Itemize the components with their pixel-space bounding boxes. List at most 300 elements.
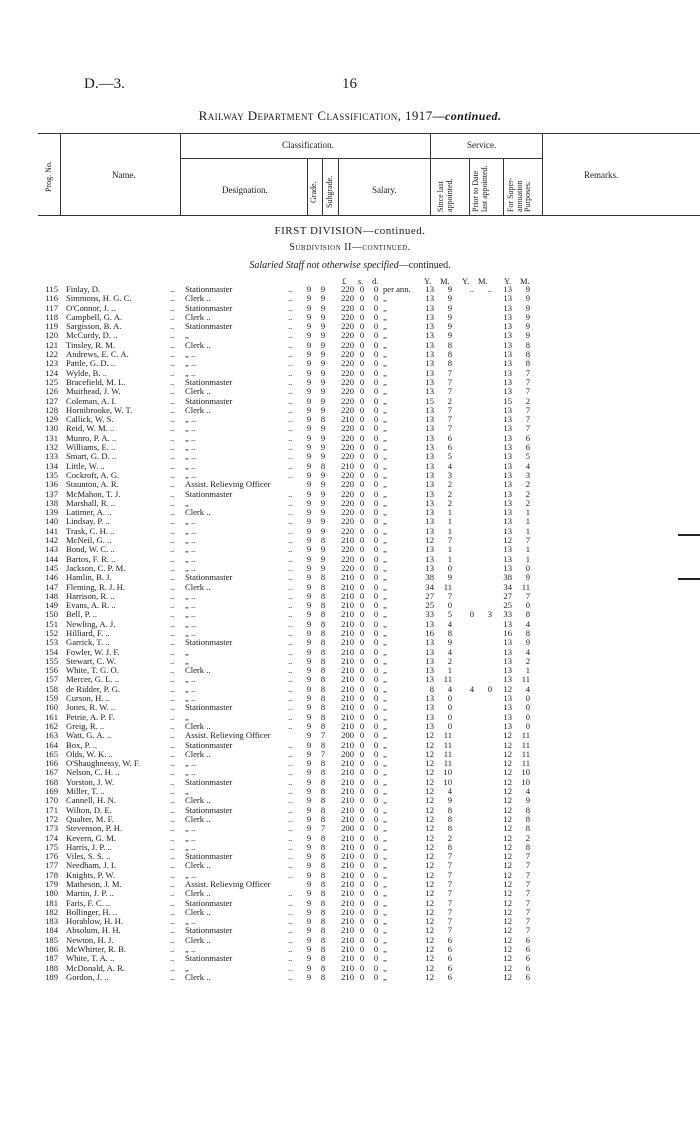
since-last-years: 13 bbox=[425, 414, 434, 425]
prior-years: 0 bbox=[469, 609, 474, 620]
since-last-years: 13 bbox=[425, 562, 434, 573]
salary-shillings: 0 bbox=[359, 544, 365, 555]
grade: 9 bbox=[306, 321, 312, 332]
staff-name: Bond, W. C. .. bbox=[66, 544, 115, 555]
salary-shillings: 0 bbox=[359, 897, 365, 908]
designation: Stationmaster bbox=[185, 925, 233, 936]
superannuation-months: 2 bbox=[525, 488, 530, 499]
superannuation-years: 13 bbox=[503, 302, 512, 313]
salary-pence: 0 bbox=[373, 944, 379, 955]
since-last-months: 8 bbox=[447, 841, 452, 852]
salary-period: „ bbox=[383, 609, 387, 620]
subgrade: 9 bbox=[320, 339, 326, 350]
salary-shillings: 0 bbox=[359, 786, 365, 797]
salary-shillings: 0 bbox=[359, 934, 365, 945]
prog-no: 188 bbox=[45, 962, 58, 973]
subgrade: 9 bbox=[320, 544, 326, 555]
margin-mark bbox=[678, 534, 700, 536]
superannuation-months: 8 bbox=[525, 349, 530, 360]
salary-shillings: 0 bbox=[359, 367, 365, 378]
superannuation-years: 13 bbox=[503, 711, 512, 722]
designation: Assist. Relieving Officer bbox=[185, 479, 271, 490]
superannuation-years: 12 bbox=[503, 925, 512, 936]
subgrade: 9 bbox=[320, 497, 326, 508]
salary-period: „ bbox=[383, 414, 387, 425]
superannuation-years: 13 bbox=[503, 553, 512, 564]
subgrade: 8 bbox=[320, 888, 326, 899]
leader-dots: .. bbox=[288, 293, 293, 304]
superannuation-months: 2 bbox=[525, 395, 530, 406]
staff-name: de Ridder, P. G. bbox=[66, 683, 121, 694]
superannuation-years: 12 bbox=[503, 832, 512, 843]
designation: „ .. bbox=[185, 683, 196, 694]
designation: „ .. bbox=[185, 674, 196, 685]
since-last-months: 8 bbox=[447, 358, 452, 369]
superannuation-years: 12 bbox=[503, 683, 512, 694]
since-last-years: 12 bbox=[425, 823, 434, 834]
since-last-years: 12 bbox=[425, 767, 434, 778]
superannuation-years: 12 bbox=[503, 962, 512, 973]
salary-period: „ bbox=[383, 711, 387, 722]
designation: „ .. bbox=[185, 432, 196, 443]
salary-pence: 0 bbox=[373, 962, 379, 973]
salary-pence: 0 bbox=[373, 795, 379, 806]
prog-no: 125 bbox=[45, 376, 58, 387]
superannuation-months: 11 bbox=[521, 674, 530, 685]
subgrade: 8 bbox=[320, 869, 326, 880]
superannuation-months: 10 bbox=[521, 767, 530, 778]
superannuation-months: 1 bbox=[525, 544, 530, 555]
salary-pounds: 210 bbox=[341, 414, 354, 425]
subgrade: 8 bbox=[320, 953, 326, 964]
designation: „ bbox=[185, 786, 189, 797]
salary-pounds: 210 bbox=[341, 572, 354, 583]
superannuation-years: 12 bbox=[503, 851, 512, 862]
leader-dots: .. bbox=[170, 953, 175, 964]
running-title-suffix: —continued. bbox=[432, 109, 502, 123]
designation: „ .. bbox=[185, 869, 196, 880]
salary-pounds: 210 bbox=[341, 953, 354, 964]
designation: „ bbox=[185, 711, 189, 722]
since-last-years: 13 bbox=[425, 497, 434, 508]
since-last-months: 7 bbox=[447, 535, 452, 546]
subgrade: 8 bbox=[320, 581, 326, 592]
grade: 9 bbox=[306, 302, 312, 313]
leader-dots: .. bbox=[170, 349, 175, 360]
staff-name: Garrick, T. .. bbox=[66, 637, 110, 648]
grade: 9 bbox=[306, 655, 312, 666]
superannuation-years: 13 bbox=[503, 293, 512, 304]
since-last-years: 13 bbox=[425, 525, 434, 536]
salary-pence: 0 bbox=[373, 553, 379, 564]
leader-dots: .. bbox=[288, 535, 293, 546]
salary-period: „ bbox=[383, 349, 387, 360]
salary-shillings: 0 bbox=[359, 442, 365, 453]
salary-period: „ bbox=[383, 851, 387, 862]
header-subgrade: Subgrade. bbox=[325, 175, 334, 208]
subgrade: 8 bbox=[320, 776, 326, 787]
staff-name: Evans, A. R. .. bbox=[66, 600, 116, 611]
salary-pence: 0 bbox=[373, 386, 379, 397]
since-last-months: 1 bbox=[447, 507, 452, 518]
leader-dots: .. bbox=[288, 916, 293, 927]
salary-period: „ bbox=[383, 860, 387, 871]
leader-dots: .. bbox=[288, 358, 293, 369]
subgrade: 8 bbox=[320, 711, 326, 722]
since-last-months: 9 bbox=[447, 302, 452, 313]
salary-pounds: 210 bbox=[341, 776, 354, 787]
since-last-months: 5 bbox=[447, 451, 452, 462]
grade: 9 bbox=[306, 869, 312, 880]
staff-name: Horablow, H. H. bbox=[66, 916, 123, 927]
prog-no: 143 bbox=[45, 544, 58, 555]
unit-pence: d. bbox=[372, 276, 379, 286]
prog-no: 127 bbox=[45, 395, 58, 406]
salary-shillings: 0 bbox=[359, 720, 365, 731]
grade: 9 bbox=[306, 609, 312, 620]
salary-pence: 0 bbox=[373, 562, 379, 573]
subgrade: 8 bbox=[320, 414, 326, 425]
subgrade: 9 bbox=[320, 562, 326, 573]
leader-dots: .. bbox=[170, 469, 175, 480]
salary-pence: 0 bbox=[373, 600, 379, 611]
salary-period: „ bbox=[383, 906, 387, 917]
since-last-months: 7 bbox=[447, 879, 452, 889]
prior-months: .. bbox=[487, 284, 492, 294]
superannuation-years: 16 bbox=[503, 627, 512, 638]
staff-name: White, T. A. .. bbox=[66, 953, 115, 964]
header-salary: Salary. bbox=[372, 185, 397, 195]
since-last-years: 8 bbox=[429, 683, 434, 694]
salary-pounds: 210 bbox=[341, 758, 354, 769]
superannuation-years: 13 bbox=[503, 339, 512, 350]
since-last-years: 12 bbox=[425, 739, 434, 750]
salary-period: „ bbox=[383, 488, 387, 499]
subgrade: 8 bbox=[320, 674, 326, 685]
grade: 9 bbox=[306, 284, 312, 294]
designation: Clerk .. bbox=[185, 748, 211, 759]
leader-dots: .. bbox=[170, 311, 175, 322]
leader-dots: .. bbox=[288, 460, 293, 471]
prog-no: 158 bbox=[45, 683, 58, 694]
salary-shillings: 0 bbox=[359, 479, 365, 490]
subgrade: 9 bbox=[320, 525, 326, 536]
since-last-years: 12 bbox=[425, 851, 434, 862]
leader-dots: .. bbox=[288, 488, 293, 499]
superannuation-years: 13 bbox=[503, 442, 512, 453]
grade: 9 bbox=[306, 944, 312, 955]
superannuation-years: 13 bbox=[503, 655, 512, 666]
staff-note bbox=[0, 260, 700, 271]
since-last-months: 6 bbox=[447, 934, 452, 945]
salary-pence: 0 bbox=[373, 311, 379, 322]
grade: 9 bbox=[306, 841, 312, 852]
designation: „ .. bbox=[185, 451, 196, 462]
unit-pound: £ bbox=[342, 276, 347, 286]
prog-no: 177 bbox=[45, 860, 58, 871]
salary-shillings: 0 bbox=[359, 944, 365, 955]
salary-period: „ bbox=[383, 311, 387, 322]
designation: Stationmaster bbox=[185, 897, 233, 908]
designation: Assist. Relieving Officer bbox=[185, 730, 271, 741]
designation: „ .. bbox=[185, 562, 196, 573]
designation: Clerk .. bbox=[185, 339, 211, 350]
subgrade: 8 bbox=[320, 665, 326, 676]
prog-no: 119 bbox=[45, 321, 58, 332]
leader-dots: .. bbox=[170, 841, 175, 852]
salary-shillings: 0 bbox=[359, 572, 365, 583]
superannuation-years: 15 bbox=[503, 395, 512, 406]
leader-dots: .. bbox=[288, 906, 293, 917]
subgrade: 8 bbox=[320, 702, 326, 713]
subgrade: 8 bbox=[320, 767, 326, 778]
grade: 9 bbox=[306, 404, 312, 415]
salary-pounds: 210 bbox=[341, 925, 354, 936]
leader-dots: .. bbox=[170, 795, 175, 806]
superannuation-months: 7 bbox=[525, 423, 530, 434]
leader-dots: .. bbox=[288, 553, 293, 564]
prog-no: 137 bbox=[45, 488, 58, 499]
salary-pounds: 220 bbox=[341, 544, 354, 555]
leader-dots: .. bbox=[288, 925, 293, 936]
since-last-years: 13 bbox=[425, 469, 434, 480]
leader-dots: .. bbox=[170, 572, 175, 583]
salary-pounds: 210 bbox=[341, 600, 354, 611]
prog-no: 161 bbox=[45, 711, 58, 722]
since-last-years: 13 bbox=[425, 358, 434, 369]
salary-pence: 0 bbox=[373, 507, 379, 518]
staff-name: Bollinger, H. .. bbox=[66, 906, 118, 917]
salary-period: „ bbox=[383, 693, 387, 704]
since-last-months: 1 bbox=[447, 525, 452, 536]
superannuation-years: 12 bbox=[503, 804, 512, 815]
staff-note-italic: Salaried Staff not otherwise specified bbox=[249, 260, 399, 271]
salary-pounds: 220 bbox=[341, 525, 354, 536]
prog-no: 152 bbox=[45, 627, 58, 638]
staff-name: Miller, T. .. bbox=[66, 786, 105, 797]
superannuation-years: 38 bbox=[503, 572, 512, 583]
salary-pence: 0 bbox=[373, 572, 379, 583]
since-last-years: 13 bbox=[425, 284, 434, 294]
prog-no: 163 bbox=[45, 730, 58, 741]
subgrade: 8 bbox=[320, 655, 326, 666]
designation: Assist. Relieving Officer bbox=[185, 879, 271, 889]
prog-no: 142 bbox=[45, 535, 58, 546]
grade: 9 bbox=[306, 916, 312, 927]
staff-name: Campbell, G. A. bbox=[66, 311, 123, 322]
designation: Clerk .. bbox=[185, 665, 211, 676]
salary-pence: 0 bbox=[373, 823, 379, 834]
since-last-years: 13 bbox=[425, 665, 434, 676]
superannuation-years: 12 bbox=[503, 767, 512, 778]
designation: „ .. bbox=[185, 916, 196, 927]
salary-pounds: 220 bbox=[341, 284, 354, 294]
salary-shillings: 0 bbox=[359, 302, 365, 313]
salary-pounds: 220 bbox=[341, 442, 354, 453]
salary-shillings: 0 bbox=[359, 823, 365, 834]
leader-dots: .. bbox=[288, 507, 293, 518]
leader-dots: .. bbox=[288, 897, 293, 908]
grade: 9 bbox=[306, 376, 312, 387]
leader-dots: .. bbox=[170, 674, 175, 685]
salary-pence: 0 bbox=[373, 906, 379, 917]
grade: 9 bbox=[306, 349, 312, 360]
superannuation-years: 13 bbox=[503, 479, 512, 490]
leader-dots: .. bbox=[170, 665, 175, 676]
salary-shillings: 0 bbox=[359, 535, 365, 546]
since-last-years: 12 bbox=[425, 869, 434, 880]
salary-period: „ bbox=[383, 813, 387, 824]
superannuation-years: 13 bbox=[503, 367, 512, 378]
designation: „ .. bbox=[185, 823, 196, 834]
since-last-months: 1 bbox=[447, 553, 452, 564]
leader-dots: .. bbox=[170, 432, 175, 443]
staff-name: Marshall, R. .. bbox=[66, 497, 116, 508]
prog-no: 135 bbox=[45, 469, 58, 480]
superannuation-months: 7 bbox=[525, 860, 530, 871]
since-last-months: 7 bbox=[447, 414, 452, 425]
leader-dots: .. bbox=[288, 404, 293, 415]
salary-pence: 0 bbox=[373, 544, 379, 555]
table-row bbox=[0, 973, 700, 982]
salary-pence: 0 bbox=[373, 442, 379, 453]
salary-pounds: 220 bbox=[341, 488, 354, 499]
since-last-months: 7 bbox=[447, 590, 452, 601]
prog-no: 151 bbox=[45, 618, 58, 629]
leader-dots: .. bbox=[170, 423, 175, 434]
prog-no: 118 bbox=[45, 311, 58, 322]
salary-pounds: 210 bbox=[341, 581, 354, 592]
subgrade: 9 bbox=[320, 284, 326, 294]
superannuation-years: 12 bbox=[503, 953, 512, 964]
salary-pounds: 210 bbox=[341, 711, 354, 722]
superannuation-months: 7 bbox=[525, 404, 530, 415]
since-last-years: 13 bbox=[425, 386, 434, 397]
superannuation-months: 8 bbox=[525, 339, 530, 350]
salary-pence: 0 bbox=[373, 284, 379, 294]
staff-name: Newling, A. J. bbox=[66, 618, 116, 629]
salary-shillings: 0 bbox=[359, 795, 365, 806]
superannuation-months: 6 bbox=[525, 962, 530, 973]
grade: 9 bbox=[306, 823, 312, 834]
designation: „ .. bbox=[185, 349, 196, 360]
leader-dots: .. bbox=[288, 544, 293, 555]
salary-period: „ bbox=[383, 442, 387, 453]
superannuation-months: 11 bbox=[521, 730, 530, 741]
salary-pence: 0 bbox=[373, 860, 379, 871]
since-last-years: 12 bbox=[425, 934, 434, 945]
grade: 9 bbox=[306, 618, 312, 629]
subgrade: 8 bbox=[320, 535, 326, 546]
leader-dots: .. bbox=[170, 562, 175, 573]
salary-pounds: 210 bbox=[341, 906, 354, 917]
superannuation-months: 7 bbox=[525, 376, 530, 387]
prog-no: 136 bbox=[45, 479, 58, 490]
subgrade: 9 bbox=[320, 488, 326, 499]
since-last-years: 38 bbox=[425, 572, 434, 583]
subgrade: 8 bbox=[320, 860, 326, 871]
subgrade: 8 bbox=[320, 786, 326, 797]
since-last-years: 12 bbox=[425, 535, 434, 546]
leader-dots: .. bbox=[288, 702, 293, 713]
subgrade: 8 bbox=[320, 460, 326, 471]
superannuation-months: 7 bbox=[525, 386, 530, 397]
since-last-months: 2 bbox=[447, 479, 452, 490]
salary-pence: 0 bbox=[373, 469, 379, 480]
salary-pounds: 210 bbox=[341, 702, 354, 713]
prog-no: 169 bbox=[45, 786, 58, 797]
salary-period: „ bbox=[383, 804, 387, 815]
subgrade: 8 bbox=[320, 683, 326, 694]
salary-shillings: 0 bbox=[359, 851, 365, 862]
superannuation-years: 13 bbox=[503, 358, 512, 369]
superannuation-months: 1 bbox=[525, 553, 530, 564]
since-last-months: 11 bbox=[443, 748, 452, 759]
leader-dots: .. bbox=[288, 674, 293, 685]
designation: Stationmaster bbox=[185, 302, 233, 313]
leader-dots: .. bbox=[288, 330, 293, 341]
prog-no: 124 bbox=[45, 367, 58, 378]
grade: 9 bbox=[306, 665, 312, 676]
salary-pounds: 210 bbox=[341, 897, 354, 908]
salary-shillings: 0 bbox=[359, 906, 365, 917]
superannuation-months: 6 bbox=[525, 944, 530, 955]
salary-period: „ bbox=[383, 618, 387, 629]
designation: „ .. bbox=[185, 544, 196, 555]
subgrade: 9 bbox=[320, 479, 326, 490]
salary-period: „ bbox=[383, 525, 387, 536]
grade: 9 bbox=[306, 516, 312, 527]
subgrade: 8 bbox=[320, 925, 326, 936]
since-last-years: 13 bbox=[425, 423, 434, 434]
prog-no: 115 bbox=[45, 284, 58, 294]
leader-dots: .. bbox=[288, 888, 293, 899]
staff-name: Stewart, C. W. bbox=[66, 655, 116, 666]
designation: „ .. bbox=[185, 832, 196, 843]
salary-pounds: 210 bbox=[341, 795, 354, 806]
leader-dots: .. bbox=[170, 739, 175, 750]
grade: 9 bbox=[306, 386, 312, 397]
leader-dots: .. bbox=[288, 572, 293, 583]
superannuation-years: 12 bbox=[503, 879, 512, 889]
since-last-months: 11 bbox=[443, 739, 452, 750]
salary-pence: 0 bbox=[373, 646, 379, 657]
since-last-years: 12 bbox=[425, 962, 434, 973]
leader-dots: .. bbox=[288, 367, 293, 378]
salary-pence: 0 bbox=[373, 637, 379, 648]
superannuation-months: 9 bbox=[525, 311, 530, 322]
header-grade: Grade. bbox=[309, 181, 318, 203]
page-number: 16 bbox=[342, 76, 357, 92]
grade: 9 bbox=[306, 795, 312, 806]
leader-dots: .. bbox=[288, 618, 293, 629]
superannuation-years: 12 bbox=[503, 841, 512, 852]
leader-dots: .. bbox=[288, 711, 293, 722]
staff-name: Williams, E. .. bbox=[66, 442, 116, 453]
staff-name: Petrie, A. P. F. bbox=[66, 711, 115, 722]
grade: 9 bbox=[306, 311, 312, 322]
leader-dots: .. bbox=[170, 386, 175, 397]
superannuation-years: 13 bbox=[503, 311, 512, 322]
salary-period: „ bbox=[383, 367, 387, 378]
superannuation-months: 1 bbox=[525, 507, 530, 518]
salary-pence: 0 bbox=[373, 813, 379, 824]
since-last-years: 16 bbox=[425, 627, 434, 638]
since-last-years: 13 bbox=[425, 693, 434, 704]
salary-shillings: 0 bbox=[359, 460, 365, 471]
prog-no: 170 bbox=[45, 795, 58, 806]
superannuation-months: 1 bbox=[525, 516, 530, 527]
